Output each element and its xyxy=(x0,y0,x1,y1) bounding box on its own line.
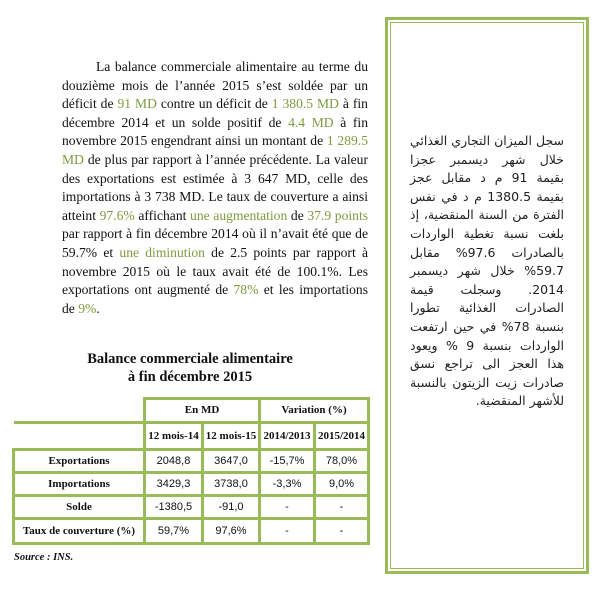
arabic-summary-box xyxy=(385,17,589,574)
table-row xyxy=(14,495,369,518)
paragraph-text: à fin décembre 2014 et un solde positif de xyxy=(62,96,368,130)
row-label: Taux de couverture (%) xyxy=(14,518,145,543)
row-label: Exportations xyxy=(14,449,145,472)
column-header: 12 mois-15 xyxy=(203,422,260,449)
cell: - xyxy=(260,495,315,518)
table-column-header-row xyxy=(14,422,369,449)
cell: -1380,5 xyxy=(145,495,203,518)
highlighted-figure: 9% xyxy=(78,300,97,316)
paragraph-text: de 2.5 points par rapport à novembre 2015 où le taux avait été de 100.1%. Les exportations ont augmenté de xyxy=(62,244,368,298)
paragraph-text: . xyxy=(96,300,100,316)
table-group-header-row xyxy=(14,399,369,423)
table-row xyxy=(14,449,369,472)
cell: -15,7% xyxy=(260,449,315,472)
paragraph-text: par rapport à fin décembre 2014 où il n’avait été que de 59.7% et xyxy=(62,226,368,260)
table-title-line1: Balance commerciale alimentaire xyxy=(87,351,293,367)
group-header: Variation (%) xyxy=(260,399,369,423)
cell: 3738,0 xyxy=(203,472,260,495)
highlighted-figure: 4.4 MD xyxy=(288,114,334,130)
cell: - xyxy=(260,518,315,543)
cell: - xyxy=(315,518,369,543)
paragraph-text: de plus par rapport à l’année précédente. La valeur des exportations est estimée à 3 647 MD, celle des importations à 3 738 MD. Le taux de couverture a ainsi atteint xyxy=(62,151,368,223)
empty-corner xyxy=(14,399,145,423)
cell: 78,0% xyxy=(315,449,369,472)
cell: -3,3% xyxy=(260,472,315,495)
highlighted-figure: 78% xyxy=(233,282,259,298)
paragraph-text: La balance commerciale alimentaire au terme du douzième mois de l’année 2015 s’est soldée par un déficit de xyxy=(62,59,368,112)
table-title xyxy=(12,350,368,386)
column-header: 2015/2014 xyxy=(315,422,369,449)
cell: -91,0 xyxy=(203,495,260,518)
cell: 97,6% xyxy=(203,518,260,543)
trade-balance-table xyxy=(12,397,370,545)
highlighted-figure: une augmentation xyxy=(190,207,288,223)
column-header: 2014/2013 xyxy=(260,422,315,449)
cell: 3429,3 xyxy=(145,472,203,495)
cell: 9,0% xyxy=(315,472,369,495)
empty-corner xyxy=(14,422,145,449)
highlighted-figure: 1 289.5 MD xyxy=(62,133,368,167)
highlighted-figure: 97.6% xyxy=(99,207,135,223)
table-title-line2: à fin décembre 2015 xyxy=(127,369,253,385)
cell: 59,7% xyxy=(145,518,203,543)
table-row xyxy=(14,472,369,495)
arabic-summary-text: سجل الميزان التجاري الغذائي خلال شهر ديسمبر عجزا بقيمة 91 م د مقابل عجز بقيمة 1380.5 م د في نفس الفترة من السنة المنقضية، إذ بلغت نسبة تغطية الواردات بالصادرات 97.6% مقابل 59.7% خلال شهر ديسمبر 2014. وسجلت قيمة الصادرات الغذائية تطورا بنسبة 78% في حين ارتفعت الواردات بنسبة 9 % ويعود هذا العجز الى تراجع نسق صادرات زيت الزيتون بالنسبة للأشهر المنقضية. xyxy=(410,133,564,409)
highlighted-figure: 37.9 points xyxy=(307,207,369,223)
highlighted-figure: 91 MD xyxy=(117,96,157,112)
cell: 2048,8 xyxy=(145,449,203,472)
table-row xyxy=(14,518,369,543)
paragraph-text: et les importations de xyxy=(62,282,368,316)
group-header: En MD xyxy=(145,399,260,423)
highlighted-figure: 1 380.5 MD xyxy=(271,96,339,112)
column-header: 12 mois-14 xyxy=(145,422,203,449)
row-label: Importations xyxy=(14,472,145,495)
cell: - xyxy=(315,495,369,518)
row-label: Solde xyxy=(14,495,145,518)
source-note: Source : INS. xyxy=(14,552,74,563)
summary-paragraph xyxy=(62,58,368,318)
paragraph-text: à fin novembre 2015 engendrant ainsi un montant de xyxy=(62,114,368,149)
paragraph-text: de xyxy=(287,207,308,223)
paragraph-text: affichant xyxy=(134,207,191,223)
cell: 3647,0 xyxy=(203,449,260,472)
highlighted-figure: une diminution xyxy=(119,244,205,260)
paragraph-text: contre un déficit de xyxy=(156,96,272,112)
